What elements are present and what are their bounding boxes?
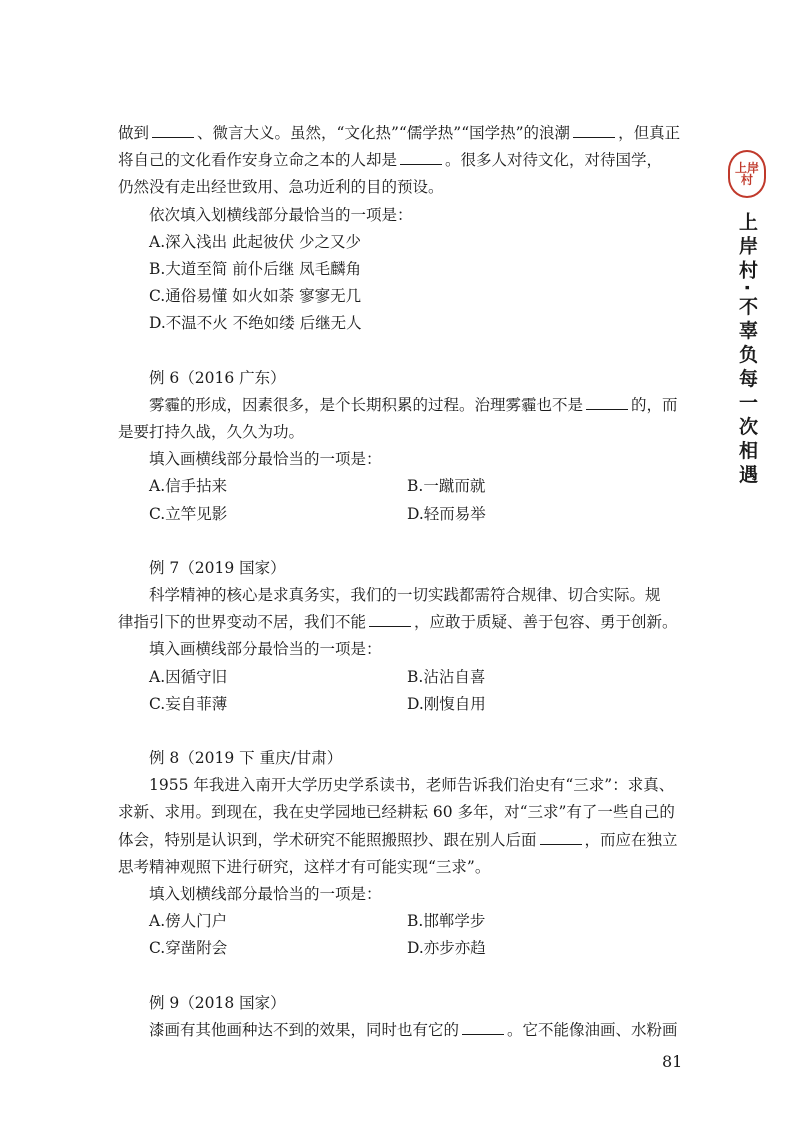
option-c: C.妄自菲薄	[149, 694, 228, 713]
intro-option-d: D.不温不火 不绝如缕 后继无人	[149, 314, 362, 333]
answer-blank	[462, 1020, 504, 1035]
seal-logo-icon: 上岸村	[728, 150, 766, 198]
sidebar	[728, 150, 764, 488]
example-7-heading: 例 7（2019 国家）	[149, 558, 286, 577]
example-7-options-row-1	[118, 664, 688, 691]
option-c: C.立竿见影	[149, 504, 228, 523]
option-d: D.刚愎自用	[407, 694, 486, 713]
example-7-line-1: 科学精神的核心是求真务实，我们的一切实践都需符合规律、切合实际。规	[149, 586, 661, 605]
option-c: C.穿凿附会	[149, 939, 228, 958]
example-8-options-row-2	[118, 935, 688, 962]
answer-blank	[573, 123, 615, 138]
page-content	[118, 120, 688, 1044]
example-8-line-3: 体会，特别是认识到，学术研究不能照搬照抄、跟在别人后面 ，而应在独立	[118, 830, 678, 849]
example-7-prompt: 填入画横线部分最恰当的一项是：	[149, 640, 382, 659]
option-b: B.沾沾自喜	[407, 667, 486, 686]
answer-blank	[369, 612, 411, 627]
example-8-heading: 例 8（2019 下 重庆/甘肃）	[149, 749, 343, 768]
example-6-prompt: 填入画横线部分最恰当的一项是：	[149, 450, 382, 469]
example-9-line-1: 漆画有其他画种达不到的效果，同时也有它的 。它不能像油画、水粉画	[149, 1020, 678, 1039]
answer-blank	[586, 395, 628, 410]
option-a: A.因循守旧	[149, 667, 228, 686]
example-8-line-4: 思考精神观照下进行研究，这样才有可能实现“三求”。	[118, 857, 491, 876]
option-a: A.傍人门户	[149, 912, 228, 931]
intro-option-a: A.深入浅出 此起彼伏 少之又少	[149, 232, 361, 251]
page-number: 81	[662, 1052, 683, 1071]
example-7-options-row-2	[118, 691, 688, 718]
intro-prompt: 依次填入划横线部分最恰当的一项是：	[149, 205, 413, 224]
answer-blank	[152, 123, 194, 138]
option-d: D.亦步亦趋	[407, 939, 486, 958]
sidebar-slogan: 上岸村·不辜负每一次相遇	[736, 212, 758, 489]
example-9-heading: 例 9（2018 国家）	[149, 993, 286, 1012]
example-6-options-row-2	[118, 501, 688, 528]
intro-option-c: C.通俗易懂 如火如荼 寥寥无几	[149, 287, 362, 306]
option-a: A.信手拈来	[149, 477, 228, 496]
intro-line-1: 做到 、微言大义。虽然，“文化热”“儒学热”“国学热”的浪潮 ，但真正	[118, 124, 681, 142]
example-8-prompt: 填入划横线部分最恰当的一项是：	[149, 885, 382, 904]
example-8-line-1: 1955 年我进入南开大学历史学系读书，老师告诉我们治史有“三求”：求真、	[149, 776, 675, 795]
example-8-options-row-1	[118, 908, 688, 935]
answer-blank	[540, 830, 582, 845]
example-6-line-1: 雾霾的形成，因素很多，是个长期积累的过程。治理雾霾也不是 的，而	[149, 395, 678, 414]
example-6-heading: 例 6（2016 广东）	[149, 368, 286, 387]
example-6-options-row-1	[118, 473, 688, 500]
answer-blank	[400, 150, 442, 165]
option-d: D.轻而易举	[407, 504, 486, 523]
example-7-line-2: 律指引下的世界变动不居，我们不能 ，应敢于质疑、善于包容、勇于创新。	[118, 613, 678, 632]
option-b: B.邯郸学步	[407, 912, 486, 931]
example-8-line-2: 求新、求用。到现在，我在史学园地已经耕耘 60 多年，对“三求”有了一些自己的	[118, 803, 675, 822]
option-b: B.一蹴而就	[407, 477, 486, 496]
intro-option-b: B.大道至简 前仆后继 凤毛麟角	[149, 260, 362, 279]
intro-line-3: 仍然没有走出经世致用、急功近利的目的预设。	[118, 178, 444, 197]
example-6-line-2: 是要打持久战，久久为功。	[118, 423, 305, 442]
intro-line-2: 将自己的文化看作安身立命之本的人却是 。很多人对待文化，对待国学，	[118, 151, 663, 170]
